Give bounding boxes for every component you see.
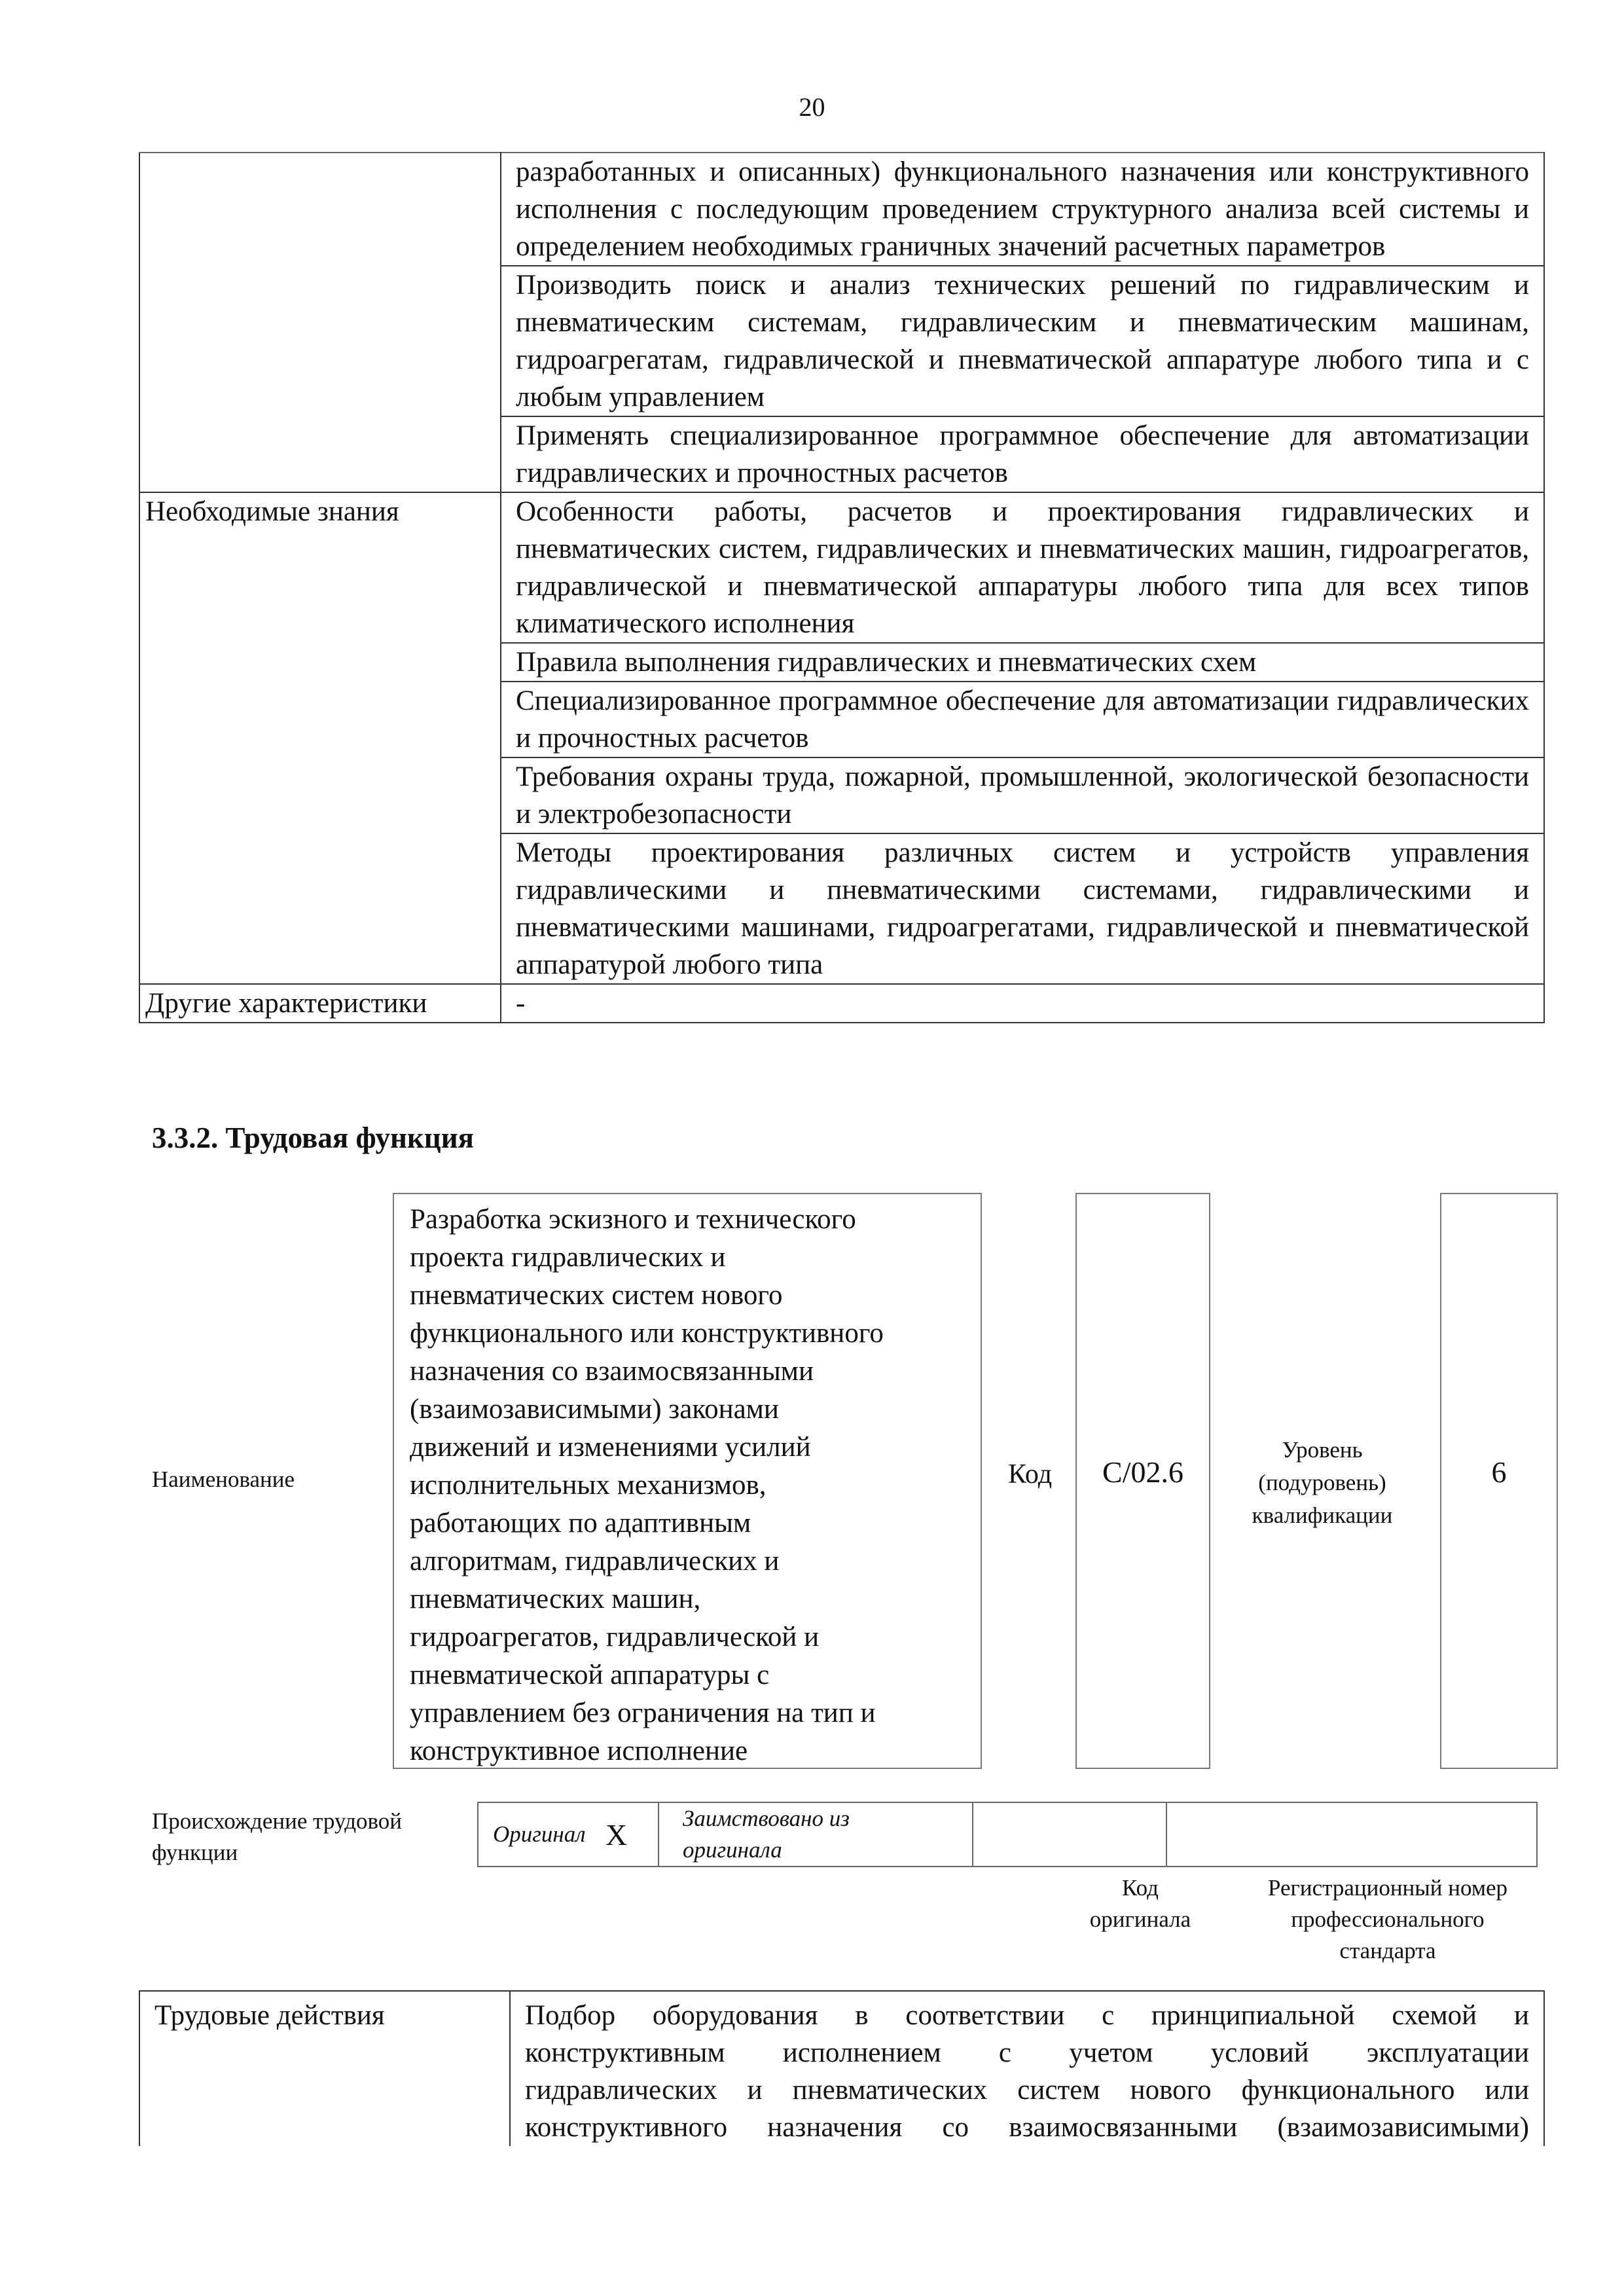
- function-name-line: движений и изменениями усилий: [410, 1432, 811, 1463]
- labor-actions-label: Трудовые действия: [139, 1991, 510, 2146]
- borrowed-label-line: Заимствовано из: [683, 1806, 850, 1831]
- origin-table: [477, 1802, 1538, 1867]
- original-mark: X: [605, 1802, 659, 1867]
- function-name-line: работающих по адаптивным: [410, 1508, 751, 1539]
- function-name-line: исполнительных механизмов,: [410, 1470, 767, 1501]
- original-label: Оригинал: [478, 1802, 605, 1867]
- labor-actions-text: [510, 1991, 1544, 2146]
- function-name-line: проекта гидравлических и: [410, 1242, 726, 1273]
- original-code-cell: [973, 1802, 1166, 1867]
- function-name-line: функционального или конструктивного: [410, 1318, 884, 1349]
- name-label: Наименование: [152, 1467, 295, 1492]
- text-line: Подбор оборудования в соответствии с принципиальной схемой и: [525, 2000, 1529, 2031]
- row-text: Особенности работы, расчетов и проектирования гидравлических и пневматических систем, гидравлических и пневматических машин, гидроагрегатов, гидравлической и пневматической аппаратуры любого типа для всех типов климатического исполнения: [501, 492, 1544, 643]
- text-line: конструктивного назначения со взаимосвязанными (взаимозависимыми): [525, 2112, 1529, 2143]
- code-label: Код: [1008, 1459, 1053, 1489]
- registration-number-caption: [1231, 1872, 1545, 1967]
- text-line: конструктивным исполнением с учетом условий эксплуатации: [525, 2037, 1529, 2068]
- function-name-line: гидроагрегатов, гидравлической и: [410, 1622, 820, 1652]
- registration-number-cell: [1166, 1802, 1537, 1867]
- function-name-line: (взаимозависимыми) законами: [410, 1394, 779, 1425]
- function-name-line: назначения со взаимосвязанными: [410, 1356, 814, 1387]
- code-original-caption: [1055, 1872, 1225, 1935]
- caption-line: Регистрационный номер: [1267, 1875, 1508, 1901]
- row-text: Производить поиск и анализ технических решений по гидравлическим и пневматическим системам, гидравлическим и пневматическим машинам, гидроагрегатам, гидравлической и пневматической аппаратуре любого типа и с любым управлением: [501, 266, 1544, 416]
- skills-knowledge-table: [139, 152, 1545, 1023]
- caption-line: оригинала: [1089, 1906, 1191, 1932]
- function-name-line: управлением без ограничения на тип и: [410, 1698, 876, 1728]
- function-name-line: пневматических систем нового: [410, 1280, 783, 1311]
- function-name-line: конструктивное исполнение: [410, 1736, 748, 1766]
- origin-label-line: Происхождение трудовой: [152, 1808, 403, 1834]
- function-name-line: Разработка эскизного и технического: [410, 1204, 856, 1235]
- function-name-box: [393, 1193, 982, 1769]
- row-text: разработанных и описанных) функционального назначения или конструктивного исполнения с последующим проведением структурного анализа всей системы и определением необходимых граничных значений расчетных параметров: [501, 153, 1544, 266]
- function-name-line: пневматической аппаратуры с: [410, 1660, 770, 1690]
- table-row: [139, 1991, 1544, 2146]
- function-name-line: пневматических машин,: [410, 1584, 701, 1614]
- row-text: Методы проектирования различных систем и устройств управления гидравлическими и пневматическими системами, гидравлическими и пневматическими машинами, гидроагрегатами, гидравлической и пневматической аппаратурой любого типа: [501, 833, 1544, 984]
- row-label-required-knowledge: Необходимые знания: [139, 492, 501, 984]
- text-line: гидравлических и пневматических систем нового функционального или: [525, 2075, 1529, 2105]
- borrowed-label-line: оригинала: [683, 1837, 782, 1863]
- row-text: Правила выполнения гидравлических и пневматических схем: [501, 643, 1544, 682]
- section-title: 3.3.2. Трудовая функция: [152, 1121, 475, 1154]
- origin-label-line: функции: [152, 1840, 238, 1865]
- code-value: С/02.6: [1102, 1455, 1183, 1489]
- row-label: [139, 153, 501, 492]
- labor-actions-table: [139, 1990, 1545, 2146]
- caption-line: стандарта: [1339, 1938, 1436, 1963]
- caption-line: Код: [1122, 1875, 1159, 1901]
- page-number: 20: [799, 92, 825, 122]
- origin-label: [152, 1806, 402, 1868]
- level-value: 6: [1491, 1455, 1507, 1489]
- function-name-line: алгоритмам, гидравлических и: [410, 1546, 780, 1576]
- row-text: Применять специализированное программное обеспечение для автоматизации гидравлических и прочностных расчетов: [501, 416, 1544, 492]
- table-row: [139, 153, 1544, 266]
- table-row: [139, 492, 1544, 643]
- table-row: [139, 984, 1544, 1023]
- level-label: [1231, 1434, 1414, 1532]
- level-label-line: квалификации: [1252, 1503, 1393, 1528]
- caption-line: профессионального: [1291, 1906, 1485, 1932]
- row-label-other: Другие характеристики: [139, 984, 501, 1023]
- borrowed-label: [659, 1802, 973, 1867]
- row-text: Специализированное программное обеспечение для автоматизации гидравлических и прочностных расчетов: [501, 682, 1544, 757]
- row-text: -: [501, 984, 1544, 1023]
- table-row: [478, 1802, 1537, 1867]
- row-text: Требования охраны труда, пожарной, промышленной, экологической безопасности и электробезопасности: [501, 757, 1544, 833]
- level-label-line: Уровень: [1282, 1437, 1363, 1463]
- level-label-line: (подуровень): [1258, 1470, 1386, 1495]
